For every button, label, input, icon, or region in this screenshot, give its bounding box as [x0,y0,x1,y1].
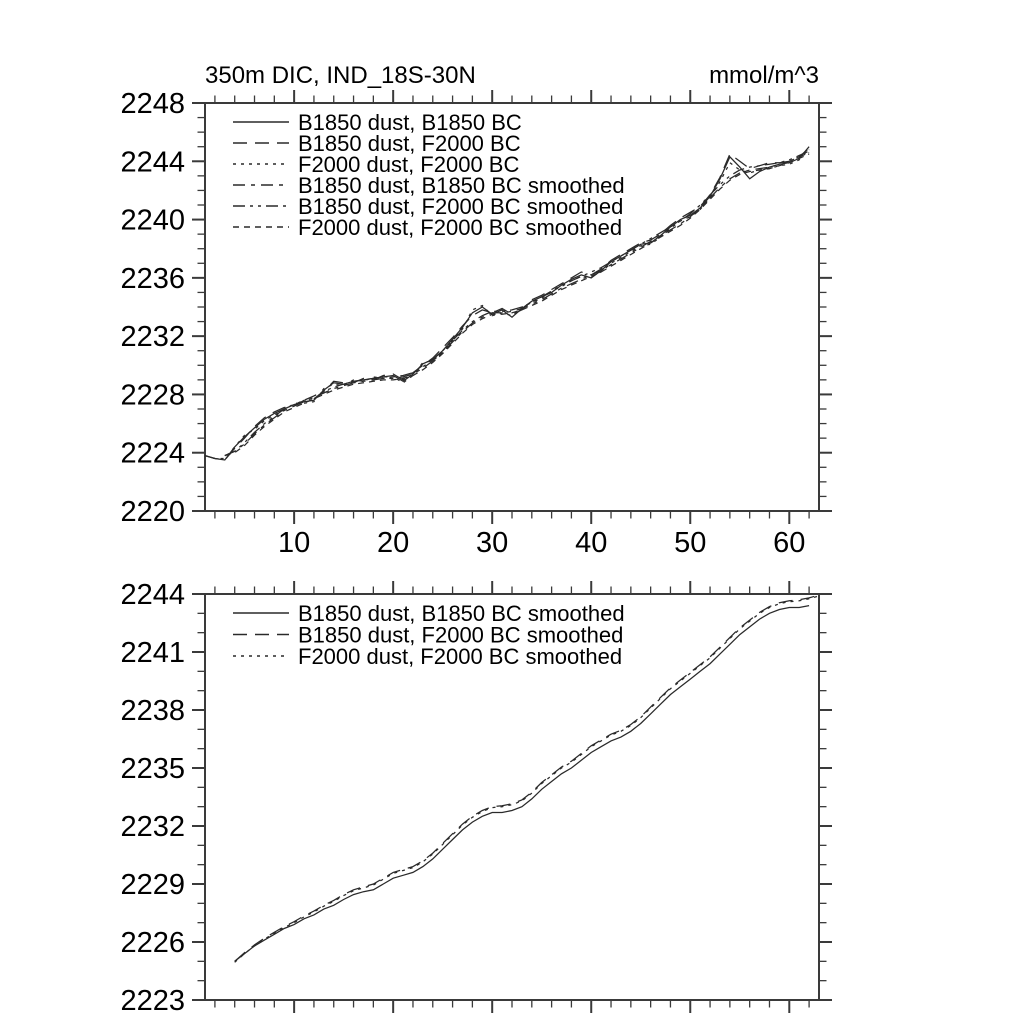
legend-item-label: F2000 dust, F2000 BC smoothed [298,644,623,669]
y-tick-label: 2228 [120,379,185,412]
y-tick-label: 2236 [120,262,185,295]
y-tick-label: 2238 [120,695,185,727]
y-tick-label: 2240 [120,204,185,237]
legend-item-label: B1850 dust, F2000 BC smoothed [298,194,624,219]
y-tick-label: 2235 [120,753,185,785]
legend [233,110,625,240]
y-tick-label: 2244 [120,146,185,179]
legend-item-label: B1850 dust, B1850 BC smoothed [298,173,625,198]
y-tick-label: 2232 [120,321,185,354]
panel-2 [120,579,832,1017]
legend-item-label: F2000 dust, F2000 BC smoothed [298,215,623,240]
legend-item-label: B1850 dust, B1850 BC smoothed [298,601,625,626]
x-tick-label: 60 [773,527,806,559]
panel-1 [120,88,832,559]
chart-title: 350m DIC, IND_18S-30N [205,62,476,89]
x-tick-label: 10 [277,527,311,559]
x-tick-label: 40 [575,527,608,559]
legend-item-label: F2000 dust, F2000 BC [298,152,520,177]
y-tick-label: 2226 [120,927,185,959]
y-tick-label: 2244 [120,579,185,611]
legend [233,601,625,669]
y-tick-label: 2229 [120,869,185,901]
x-tick-label: 50 [674,527,707,559]
legend-item-label: B1850 dust, B1850 BC [298,110,522,135]
x-tick-label: 20 [377,527,410,559]
y-tick-label: 2248 [120,88,185,120]
legend-item-label: B1850 dust, F2000 BC [298,131,521,156]
y-tick-label: 2224 [120,437,185,470]
y-tick-label: 2241 [120,637,185,669]
y-tick-label: 2223 [120,985,185,1017]
chart-units-label: mmol/m^3 [709,62,819,89]
x-tick-label: 30 [476,527,509,559]
legend-item-label: B1850 dust, F2000 BC smoothed [298,622,624,648]
y-tick-label: 2232 [120,811,185,843]
y-tick-label: 2220 [120,496,185,528]
